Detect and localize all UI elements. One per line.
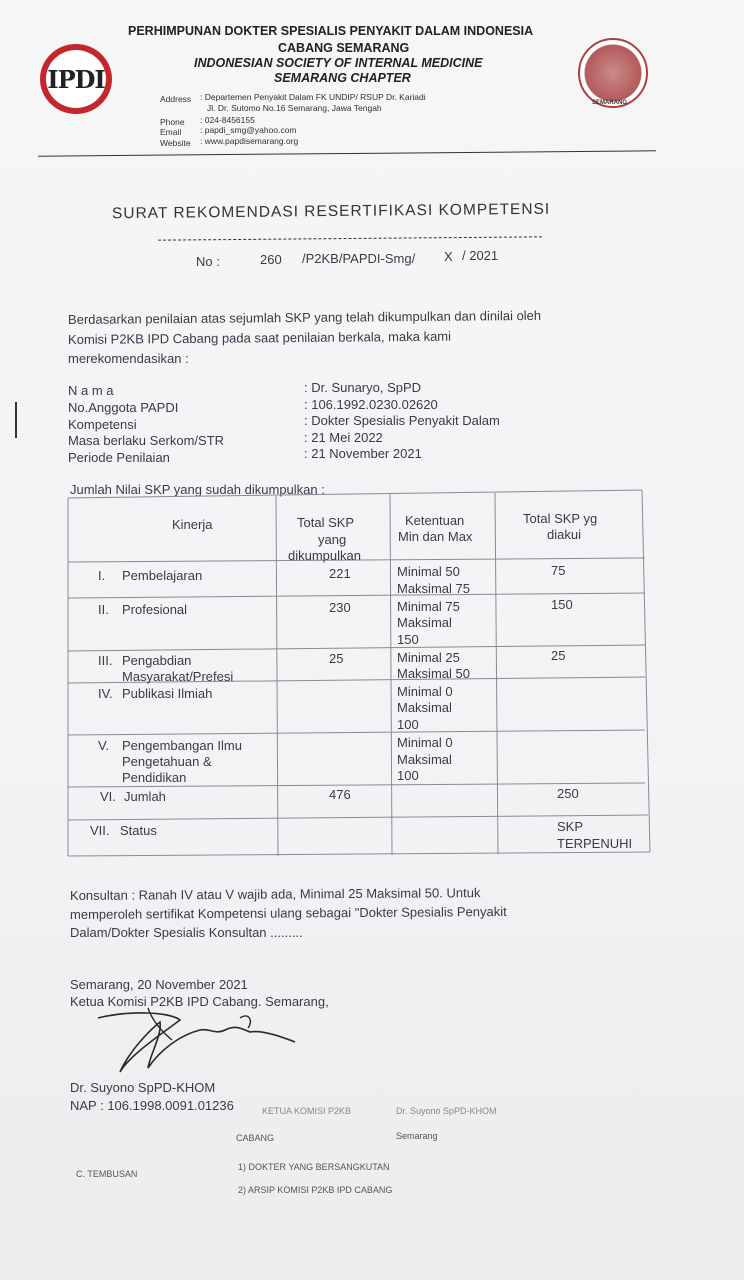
number-month: X	[444, 249, 453, 264]
konsultan-line2: memperoleh sertifikat Kompetensi ulang sebagai "Dokter Spesialis Penyakit	[69, 903, 507, 922]
row-kinerja: Pendidikan	[122, 770, 187, 785]
row-kinerja: Publikasi Ilmiah	[122, 686, 213, 701]
row-ketentuan: Maksimal 50	[397, 666, 470, 681]
row-ketentuan: Minimal 50	[397, 564, 460, 579]
field-label-masa-berlaku: Masa berlaku Serkom/STR	[68, 433, 225, 448]
signatory-nap: NAP : 106.1998.0091.01236	[70, 1098, 234, 1113]
number-year: / 2021	[462, 248, 499, 263]
row-ketentuan: Maksimal	[397, 752, 452, 767]
handwritten-signature	[90, 1000, 310, 1080]
website-value: : www.papdisemarang.org	[200, 136, 299, 146]
row-number: II.	[98, 602, 109, 617]
row-number: V.	[98, 738, 110, 753]
number-value: 260	[260, 252, 282, 267]
row-kinerja: Jumlah	[124, 789, 166, 804]
row-ketentuan: Maksimal	[397, 700, 452, 715]
row-diakui: 150	[551, 597, 573, 612]
footer-semarang: Semarang	[396, 1131, 438, 1141]
row-number: IV.	[98, 686, 113, 701]
org-name-line1: PERHIMPUNAN DOKTER SPESIALIS PENYAKIT DALAM INDONESIA	[128, 24, 534, 38]
row-kinerja: Profesional	[122, 602, 188, 617]
row-ketentuan: Minimal 75	[397, 599, 460, 614]
field-label-kompetensi: Kompetensi	[68, 417, 137, 432]
row-ketentuan: Minimal 0	[397, 684, 453, 699]
signatory-name: Dr. Suyono SpPD-KHOM	[70, 1080, 216, 1095]
header-ketentuan-1: Ketentuan	[405, 513, 465, 528]
number-label: No :	[196, 254, 220, 269]
org-name-line2: CABANG SEMARANG	[278, 41, 410, 55]
signature-position: Ketua Komisi P2KB IPD Cabang. Semarang,	[70, 994, 329, 1009]
phone-value: : 024-8456155	[200, 115, 255, 125]
field-value-nama: : Dr. Sunaryo, SpPD	[304, 380, 422, 395]
row-kinerja: Status	[120, 823, 157, 838]
tembusan-item-2: 2) ARSIP KOMISI P2KB IPD CABANG	[238, 1185, 393, 1195]
org-name-line4: SEMARANG CHAPTER	[274, 71, 411, 85]
row-diakui: SKP	[557, 819, 584, 834]
header-ketentuan-2: Min dan Max	[398, 529, 473, 544]
intro-line2: Komisi P2KB IPD Cabang pada saat penilaian berkala, maka kami	[67, 328, 452, 347]
row-ketentuan: 100	[397, 717, 419, 732]
row-number: I.	[98, 568, 106, 583]
row-total: 476	[329, 787, 351, 802]
row-diakui: 25	[551, 648, 566, 663]
row-total: 221	[329, 566, 351, 581]
row-kinerja: Pembelajaran	[122, 568, 203, 583]
header-diakui-1: Total SKP yg	[523, 511, 598, 526]
field-label-periode: Periode Penilaian	[68, 450, 170, 465]
intro-line3: merekomendasikan :	[68, 351, 189, 366]
papdi-logo-left: IPDI	[40, 44, 112, 114]
row-kinerja: Pengabdian	[122, 653, 192, 668]
signature-place-date: Semarang, 20 November 2021	[70, 977, 248, 992]
intro-line1: Berdasarkan penilaian atas sejumlah SKP yang telah dikumpulkan dan dinilai oleh	[67, 307, 542, 327]
footer-ghost-name: Dr. Suyono SpPD-KHOM	[396, 1106, 497, 1116]
row-kinerja: Masyarakat/Prefesi	[122, 669, 234, 684]
tembusan-item-1: 1) DOKTER YANG BERSANGKUTAN	[238, 1162, 390, 1172]
row-number: III.	[98, 653, 113, 668]
logo-right-label: SEMARANG	[592, 100, 628, 106]
org-name-line3: INDONESIAN SOCIETY OF INTERNAL MEDICINE	[194, 56, 483, 70]
field-label-anggota: No.Anggota PAPDI	[68, 400, 179, 415]
header-total-2: yang	[318, 532, 347, 547]
address-line1: : Departemen Penyakit Dalam FK UNDIP/ RSUP Dr. Kariadi	[200, 92, 426, 102]
field-value-kompetensi: : Dokter Spesialis Penyakit Dalam	[304, 413, 500, 428]
address-line2: Jl. Dr. Sutomo No.16 Semarang, Jawa Tengah	[207, 103, 382, 113]
row-ketentuan: Maksimal 75	[397, 581, 470, 596]
row-ketentuan: Minimal 25	[397, 650, 460, 665]
phone-label: Phone	[160, 117, 185, 127]
tembusan-label: C. TEMBUSAN	[76, 1169, 138, 1179]
row-ketentuan: Maksimal	[397, 615, 452, 630]
header-kinerja: Kinerja	[172, 517, 213, 532]
row-total: 230	[329, 600, 351, 615]
row-number: VI.	[100, 789, 116, 804]
letter-title: SURAT REKOMENDASI RESERTIFIKASI KOMPETENSI	[111, 200, 551, 223]
number-suffix: /P2KB/PAPDI-Smg/	[302, 251, 416, 266]
table-caption: Jumlah Nilai SKP yang sudah dikumpulkan :	[70, 482, 325, 497]
email-value: : papdi_smg@yahoo.com	[200, 125, 297, 135]
row-ketentuan: 150	[397, 632, 419, 647]
field-value-masa-berlaku: : 21 Mei 2022	[304, 430, 383, 445]
row-diakui: TERPENUHI	[557, 836, 633, 851]
field-label-nama: N a m a	[68, 383, 114, 398]
konsultan-line1: Konsultan : Ranah IV atau V wajib ada, Minimal 25 Maksimal 50. Untuk	[69, 885, 481, 903]
field-value-anggota: : 106.1992.0230.02620	[304, 397, 438, 412]
field-value-periode: : 21 November 2021	[304, 446, 422, 461]
konsultan-line3: Dalam/Dokter Spesialis Konsultan .........	[70, 925, 303, 940]
footer-ghost-title: KETUA KOMISI P2KB	[262, 1106, 352, 1116]
row-kinerja: Pengembangan Ilmu	[122, 738, 242, 753]
row-total: 25	[329, 651, 344, 666]
header-total-1: Total SKP	[297, 515, 355, 530]
website-label: Website	[160, 138, 191, 148]
footer-cabang: CABANG	[236, 1133, 275, 1143]
address-label: Address	[160, 94, 192, 104]
row-kinerja: Pengetahuan &	[122, 754, 212, 769]
row-ketentuan: 100	[397, 768, 419, 783]
email-label: Email	[160, 127, 182, 137]
row-ketentuan: Minimal 0	[397, 735, 453, 750]
row-diakui: 75	[551, 563, 566, 578]
header-diakui-2: diakui	[547, 527, 581, 542]
row-diakui: 250	[557, 786, 579, 801]
row-number: VII.	[90, 823, 110, 838]
header-total-3: dikumpulkan	[288, 548, 361, 563]
